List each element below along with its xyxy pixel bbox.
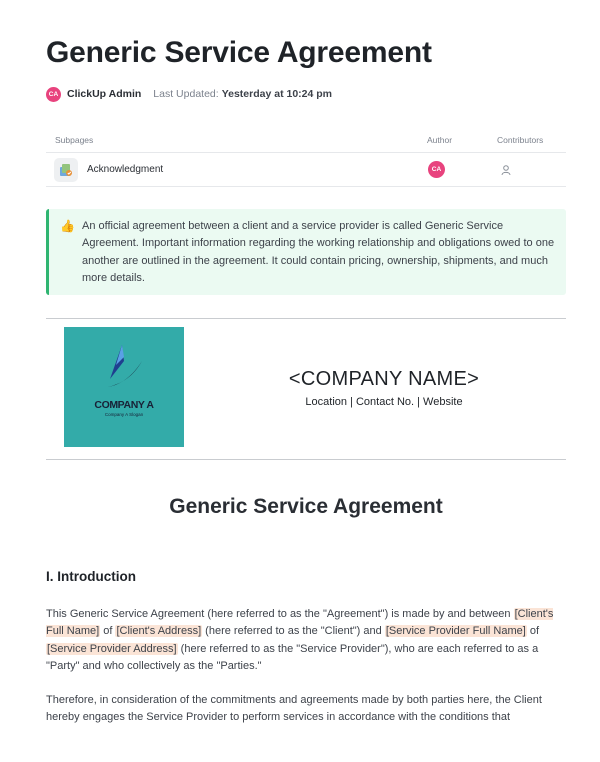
consideration-paragraph: Therefore, in consideration of the commitments and agreements made by both parties here, the Client hereby engages the Service Provider to perform services in accordance with the conditions that — [46, 694, 542, 724]
paragraph-text: (here referred to as the "Service Provider"), who are each referred to as a "Party" and who collectively as the "Parties." — [46, 642, 539, 672]
subpages-header — [46, 128, 566, 153]
user-icon[interactable] — [500, 163, 512, 181]
paragraph-text: This Generic Service Agreement (here referred to as the "Agreement") is made by and between — [46, 608, 514, 620]
last-updated-value: Yesterday at 10:24 pm — [221, 88, 332, 100]
subpages-column-header: Subpages — [55, 135, 94, 145]
paragraph-text: of — [526, 625, 540, 638]
last-updated-label: Last Updated: — [153, 88, 219, 100]
divider-top — [46, 318, 566, 319]
divider-bottom — [46, 459, 566, 460]
logo-slogan-text: Company A Slogan — [104, 412, 144, 417]
introduction-paragraph — [46, 606, 570, 675]
author-column-header: Author — [427, 135, 453, 145]
subpages-table — [46, 128, 566, 187]
author-avatar[interactable]: CA — [46, 87, 61, 102]
company-logo-mark-icon — [64, 327, 184, 397]
subpage-title[interactable]: Acknowledgment — [87, 164, 164, 175]
page-meta — [46, 86, 332, 102]
thumbs-up-icon: 👍 — [60, 219, 75, 233]
contributors-column-header: Contributors — [497, 135, 544, 145]
client-address-placeholder[interactable]: [Client's Address] — [116, 625, 202, 638]
provider-name-placeholder[interactable]: [Service Provider Full Name] — [385, 625, 526, 638]
document-emoji-icon — [54, 158, 78, 182]
client-name-placeholder[interactable]: [Client's Full Name] — [46, 608, 554, 638]
company-contact-info: Location | Contact No. | Website — [305, 396, 463, 408]
document-title: Generic Service Agreement — [169, 495, 443, 518]
author-name[interactable]: ClickUp Admin — [67, 88, 142, 100]
paragraph-text: of — [100, 625, 116, 638]
callout-text: An official agreement between a client and a service provider is called Generic Service Agreement. Important information regarding the working relationship and obligations owed to one another are outlined in the agreement. It could contain pricing, ownership, shipments, and much more details. — [82, 220, 555, 284]
page-title: Generic Service Agreement — [46, 36, 432, 69]
subpage-row[interactable] — [46, 153, 566, 187]
paragraph-text: (here referred to as the "Client") and — [202, 625, 385, 638]
callout-block — [46, 209, 566, 295]
logo-brand-text: COMPANY A — [94, 399, 154, 411]
section-heading: I. Introduction — [46, 569, 136, 584]
company-name: <COMPANY NAME> — [288, 368, 480, 390]
subpage-author-avatar[interactable]: CA — [428, 161, 445, 178]
company-logo — [64, 327, 184, 447]
provider-address-placeholder[interactable]: [Service Provider Address] — [47, 642, 177, 655]
